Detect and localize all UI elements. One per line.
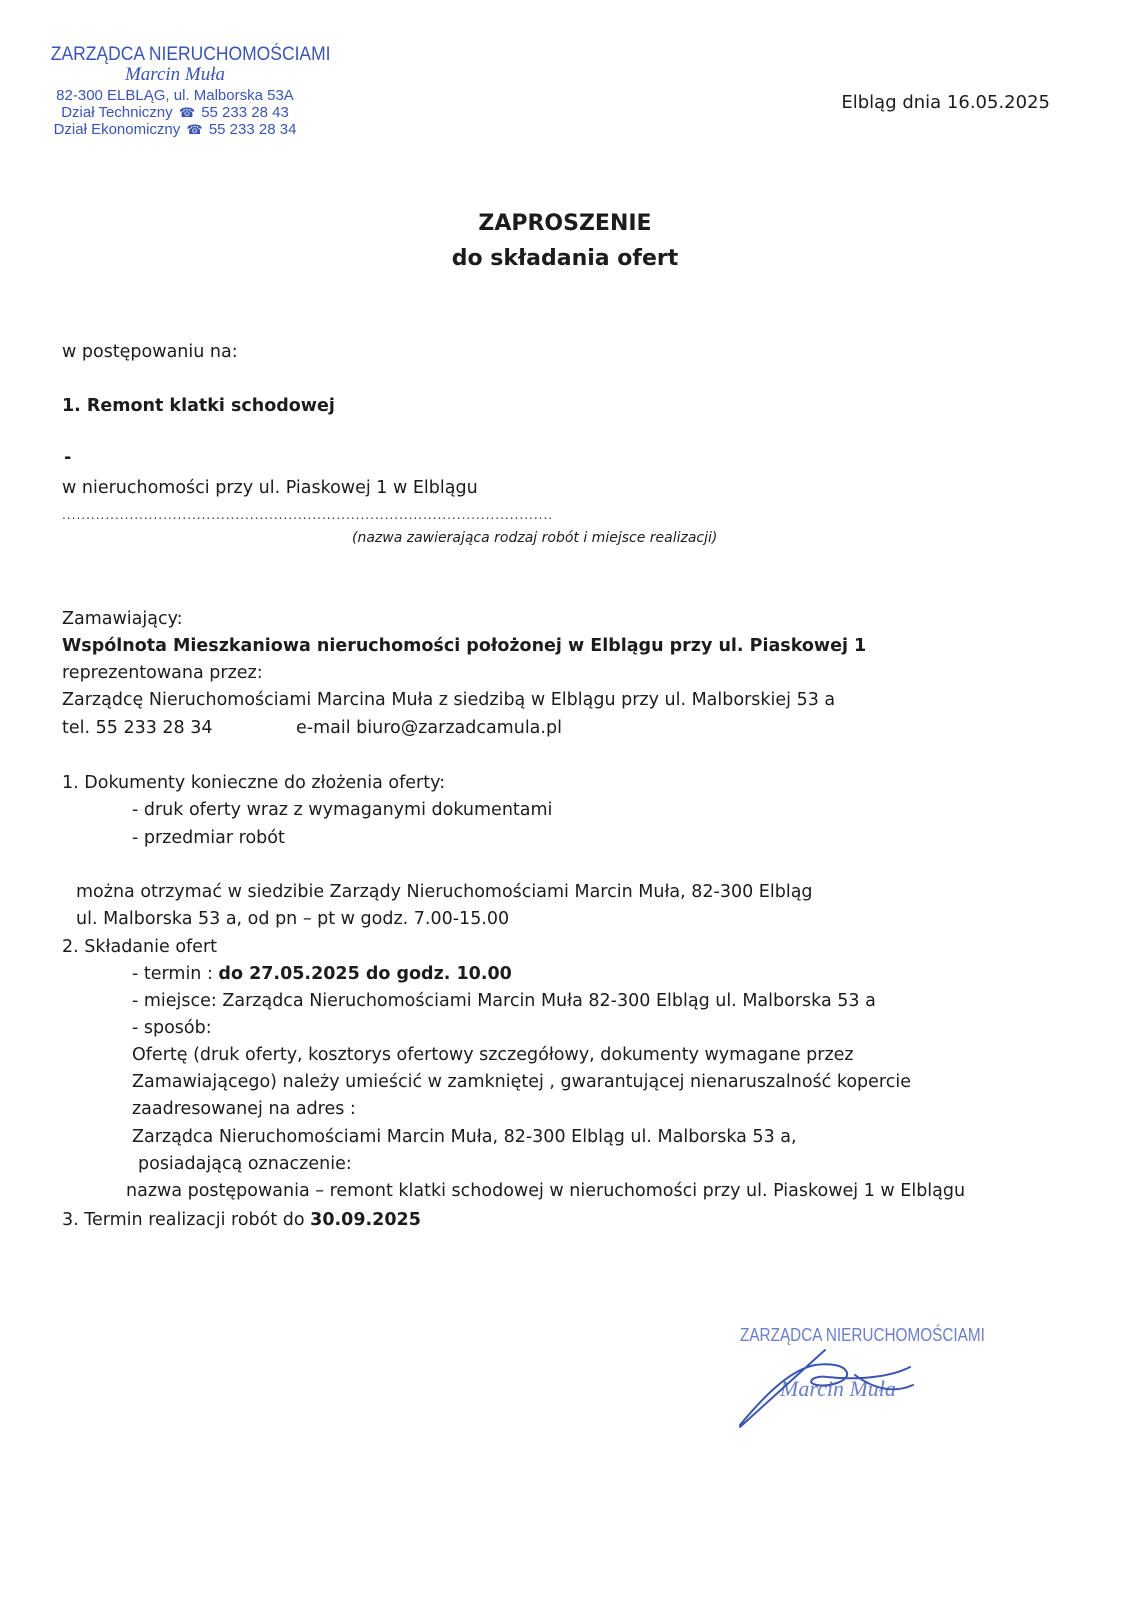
section3-label: 3. Termin realizacji robót do <box>62 1210 311 1230</box>
phone-icon: ☎ <box>178 105 196 120</box>
client-label: Zamawiający: <box>62 609 183 629</box>
section1-heading: 1. Dokumenty konieczne do złożenia oferty: <box>62 773 446 793</box>
section2-deadline <box>132 964 512 984</box>
section1-item: - przedmiar robót <box>132 828 285 848</box>
company-stamp <box>40 44 331 138</box>
signature-name: Marcin Muła <box>780 1376 896 1401</box>
client-email: e-mail biuro@zarzadcamula.pl <box>296 718 562 738</box>
document-subtitle: do składania ofert <box>451 246 679 271</box>
stamp-dept-econ-phone: 55 233 28 34 <box>208 121 297 138</box>
stamp-owner: Marcin Muła <box>124 64 226 85</box>
signature-stamp: ZARZĄDCA NIERUCHOMOŚCIAMI <box>740 1325 985 1345</box>
phone-icon: ☎ <box>186 122 203 137</box>
section1-availability-hours: ul. Malborska 53 a, od pn – pt w godz. 7.00-15.00 <box>76 909 510 929</box>
section3-line <box>62 1210 421 1230</box>
section2-method-label: - sposób: <box>132 1018 212 1038</box>
section3-value: 30.09.2025 <box>310 1210 421 1230</box>
stamp-dept-econ-label: Dział Ekonomiczny <box>53 121 181 138</box>
section2-deadline-label: - termin : <box>132 964 219 984</box>
stamp-address: 82-300 ELBLĄG, ul. Malborska 53A <box>56 87 294 104</box>
client-represented: reprezentowana przez: <box>62 663 263 683</box>
document-title: ZAPROSZENIE <box>478 211 652 236</box>
section2-method-line: Zamawiającego) należy umieścić w zamkniętej , gwarantującej nienaruszalność kopercie <box>132 1072 911 1092</box>
dotted-line: ...................................................................................................... <box>62 508 554 522</box>
client-name: Wspólnota Mieszkaniowa nieruchomości położonej w Elblągu przy ul. Piaskowej 1 <box>62 636 867 656</box>
stamp-company: ZARZĄDCA NIERUCHOMOŚCIAMI <box>50 44 331 65</box>
procedure-location: w nieruchomości przy ul. Piaskowej 1 w Elblągu <box>62 478 478 498</box>
document-date: Elbląg dnia 16.05.2025 <box>841 92 1050 113</box>
section1-item: - druk oferty wraz z wymaganymi dokumentami <box>132 800 553 820</box>
handwritten-signature <box>735 1345 955 1435</box>
stamp-dept-tech <box>40 104 310 121</box>
stamp-dept-tech-phone: 55 233 28 43 <box>201 104 289 121</box>
stamp-dept-econ <box>40 121 310 138</box>
client-manager: Zarządcę Nieruchomościami Marcina Muła z siedzibą w Elblągu przy ul. Malborskiej 53 a <box>62 690 836 710</box>
section2-place: - miejsce: Zarządca Nieruchomościami Marcin Muła 82-300 Elbląg ul. Malborska 53 a <box>132 991 876 1011</box>
section2-method-line: nazwa postępowania – remont klatki schodowej w nieruchomości przy ul. Piaskowej 1 w Elblągu <box>126 1181 966 1201</box>
section2-method-line: zaadresowanej na adres : <box>132 1099 356 1119</box>
section2-deadline-value: do 27.05.2025 do godz. 10.00 <box>218 964 512 984</box>
section2-heading: 2. Składanie ofert <box>62 937 218 957</box>
procedure-dash: - <box>64 448 72 468</box>
section2-method-line: Zarządca Nieruchomościami Marcin Muła, 82-300 Elbląg ul. Malborska 53 a, <box>132 1127 797 1147</box>
procedure-note: (nazwa zawierająca rodzaj robót i miejsce realizacji) <box>352 530 718 546</box>
procedure-intro: w postępowaniu na: <box>62 342 238 362</box>
section1-availability: można otrzymać w siedzibie Zarządy Nieruchomościami Marcin Muła, 82-300 Elbląg <box>76 882 813 902</box>
stamp-dept-tech-label: Dział Techniczny <box>61 104 173 121</box>
procedure-item: 1. Remont klatki schodowej <box>62 396 335 416</box>
section2-method-line: Ofertę (druk oferty, kosztorys ofertowy szczegółowy, dokumenty wymagane przez <box>132 1045 854 1065</box>
section2-method-line: posiadającą oznaczenie: <box>138 1154 352 1174</box>
client-tel: tel. 55 233 28 34 <box>62 718 213 738</box>
